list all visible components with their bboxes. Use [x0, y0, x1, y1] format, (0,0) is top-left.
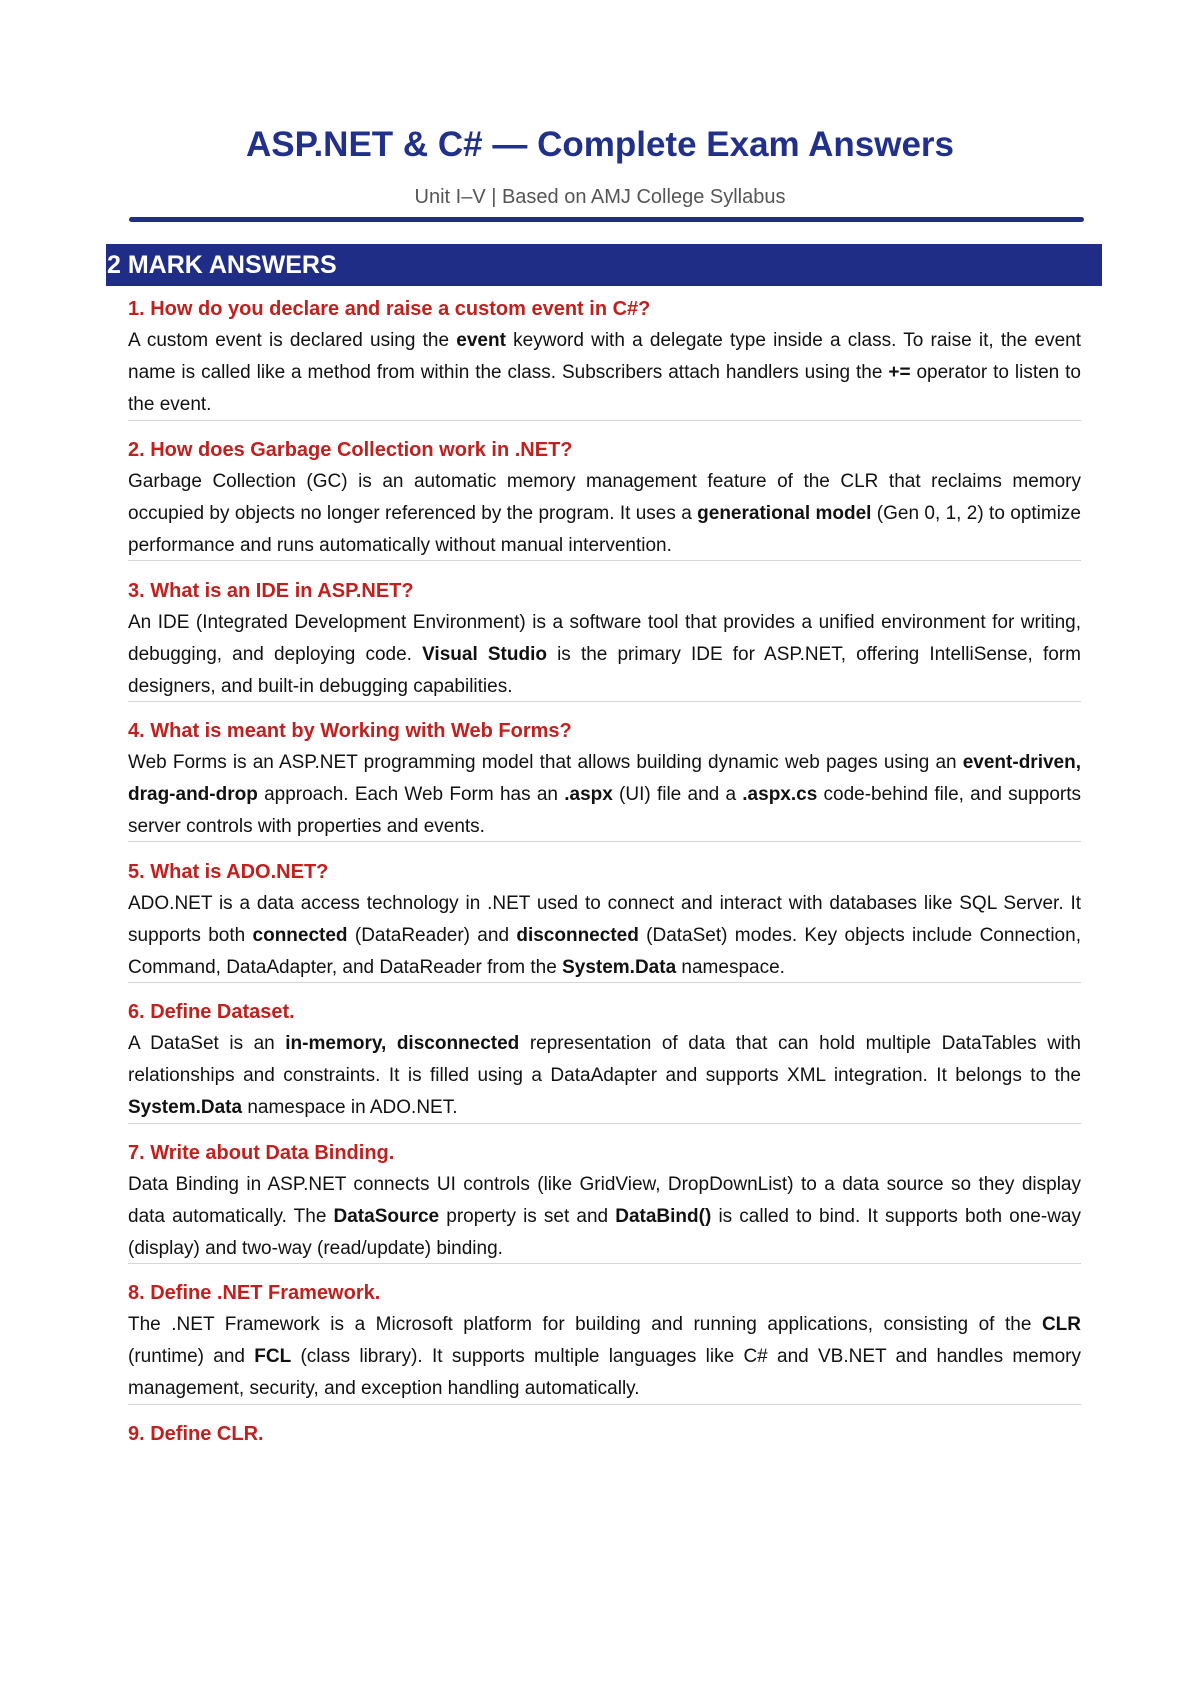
qa-item-2	[128, 437, 1081, 562]
question: 9. Define CLR.	[128, 1423, 264, 1445]
question: 4. What is meant by Working with Web Forms?	[128, 720, 572, 742]
question: 5. What is ADO.NET?	[128, 861, 329, 883]
answer-text: namespace.	[676, 957, 785, 978]
qa-item-8	[128, 1280, 1081, 1405]
answer-bold-term: .aspx.cs	[742, 784, 818, 805]
divider	[128, 1404, 1081, 1405]
answer-bold-term: FCL	[254, 1346, 292, 1367]
qa-item-3	[128, 578, 1081, 703]
answer-bold-term: DataSource	[333, 1206, 440, 1227]
answer-text: Web Forms is an ASP.NET programming model that allows building dynamic web pages using an	[128, 752, 963, 773]
answer-text: (runtime) and	[128, 1346, 255, 1367]
answer-bold-term: event	[456, 330, 506, 351]
answer	[128, 607, 1081, 703]
answer-text: representation of data that can hold multiple DataTables with relationships and constraints. It is filled using a DataAdapter and supports XML integration. It belongs to the	[128, 1033, 1081, 1086]
divider	[128, 841, 1081, 842]
divider	[128, 560, 1081, 561]
answer-text: property is set and	[439, 1206, 616, 1227]
answer-text: approach. Each Web Form has an	[257, 784, 565, 805]
answer-text: An IDE (Integrated Development Environment) is a software tool that provides a unified environment for writing, debugging, and deploying code.	[128, 612, 1081, 665]
qa-item-5	[128, 859, 1081, 984]
question: 2. How does Garbage Collection work in .NET?	[128, 439, 573, 461]
answer-bold-term: connected	[252, 925, 348, 946]
question: 8. Define .NET Framework.	[128, 1282, 381, 1304]
answer-text: (class library). It supports multiple languages like C# and VB.NET and handles memory management, security, and exception handling automatically.	[128, 1346, 1081, 1399]
answer-bold-term: event-driven, drag-and-drop	[128, 752, 1081, 805]
answer-bold-term: Visual Studio	[422, 644, 547, 665]
question: 1. How do you declare and raise a custom event in C#?	[128, 298, 651, 320]
answer-text: is the primary IDE for ASP.NET, offering IntelliSense, form designers, and built-in debugging capabilities.	[128, 644, 1081, 697]
answer-bold-term: generational model	[697, 503, 872, 524]
answer-bold-term: +=	[888, 362, 911, 383]
answer-text: Garbage Collection (GC) is an automatic memory management feature of the CLR that reclaims memory occupied by objects no longer referenced by the program. It uses a	[128, 471, 1081, 524]
qa-item-1	[128, 296, 1081, 421]
answer-bold-term: System.Data	[562, 957, 677, 978]
section-header-band	[106, 244, 1102, 286]
answer-text: (DataSet) modes. Key objects include Connection, Command, DataAdapter, and DataReader from the	[128, 925, 1081, 978]
answer	[128, 1028, 1081, 1124]
answer	[128, 747, 1081, 843]
answer-text: Data Binding in ASP.NET connects UI controls (like GridView, DropDownList) to a data source so they display data automatically. The	[128, 1174, 1081, 1227]
answer-text: keyword with a delegate type inside a class. To raise it, the event name is called like a method from within the class. Subscribers attach handlers using the	[128, 330, 1082, 383]
qa-item-6	[128, 999, 1081, 1124]
divider	[128, 1123, 1081, 1124]
answer-bold-term: disconnected	[516, 925, 639, 946]
answer-bold-term: System.Data	[128, 1097, 243, 1118]
divider	[128, 701, 1081, 702]
answer-text: A DataSet is an	[128, 1033, 286, 1054]
answer-text: (UI) file and a	[612, 784, 743, 805]
answer-bold-term: DataBind()	[615, 1206, 712, 1227]
answer-text: The .NET Framework is a Microsoft platform for building and running applications, consisting of the	[128, 1314, 1042, 1335]
question: 7. Write about Data Binding.	[128, 1142, 395, 1164]
answer	[128, 888, 1081, 984]
question: 3. What is an IDE in ASP.NET?	[128, 580, 414, 602]
answer-text: ADO.NET is a data access technology in .NET used to connect and interact with databases like SQL Server. It supports both	[128, 893, 1081, 946]
document-subtitle: Unit I–V | Based on AMJ College Syllabus	[414, 186, 786, 208]
answer-text: code-behind file, and supports server controls with properties and events.	[128, 784, 1082, 837]
qa-item-7	[128, 1140, 1081, 1265]
answer-bold-term: in-memory, disconnected	[285, 1033, 520, 1054]
answer-text: (Gen 0, 1, 2) to optimize performance and runs automatically without manual intervention.	[128, 503, 1081, 556]
answer	[128, 1309, 1081, 1405]
qa-item-4	[128, 718, 1081, 843]
qa-item-9	[128, 1421, 1081, 1450]
answer	[128, 466, 1081, 562]
title-underline	[129, 217, 1084, 222]
answer-text: namespace in ADO.NET.	[242, 1097, 458, 1118]
answer-bold-term: .aspx	[564, 784, 613, 805]
answer-text: is called to bind. It supports both one-way (display) and two-way (read/update) binding.	[128, 1206, 1081, 1259]
answer-text: A custom event is declared using the	[128, 330, 457, 351]
answer	[128, 325, 1081, 421]
divider	[128, 982, 1081, 983]
question: 6. Define Dataset.	[128, 1001, 295, 1023]
answer-text: (DataReader) and	[347, 925, 517, 946]
divider	[128, 420, 1081, 421]
answer	[128, 1169, 1081, 1265]
answer-text: operator to listen to the event.	[128, 362, 1081, 415]
divider	[128, 1263, 1081, 1264]
section-title: 2 MARK ANSWERS	[107, 251, 337, 279]
document-title: ASP.NET & C# — Complete Exam Answers	[246, 125, 954, 164]
answer-bold-term: CLR	[1041, 1314, 1081, 1335]
